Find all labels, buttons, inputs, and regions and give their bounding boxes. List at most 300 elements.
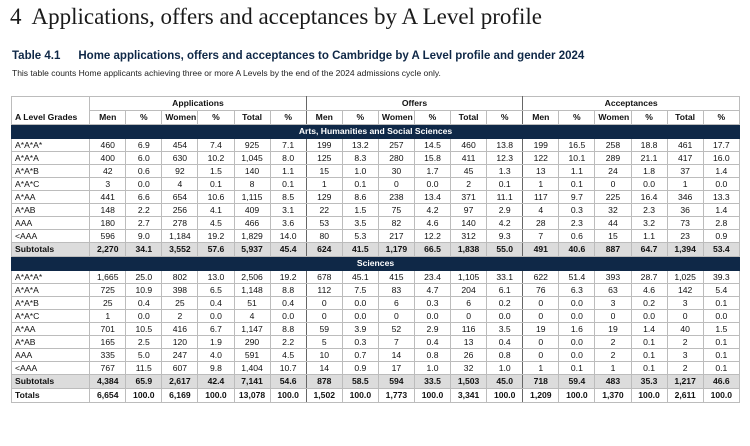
value-cell: 199 — [306, 139, 342, 152]
value-cell: 0.0 — [703, 310, 739, 323]
value-cell: 417 — [667, 152, 703, 165]
value-cell: 6.3 — [559, 284, 595, 297]
value-cell: 767 — [90, 362, 126, 375]
value-cell: 23.4 — [414, 271, 450, 284]
table-row — [12, 165, 740, 178]
value-cell: 11.5 — [126, 362, 162, 375]
value-cell: 4.5 — [198, 217, 234, 230]
value-cell: 28.7 — [631, 271, 667, 284]
value-cell: 0.1 — [487, 178, 523, 191]
value-cell: 41.5 — [342, 243, 378, 257]
value-cell: 393 — [595, 271, 631, 284]
value-cell: 16.5 — [559, 139, 595, 152]
value-cell: 13.4 — [414, 191, 450, 204]
value-cell: 58.5 — [342, 375, 378, 389]
value-cell: 1,115 — [234, 191, 270, 204]
row-label: A*A*A* — [12, 139, 90, 152]
row-label: A*AB — [12, 204, 90, 217]
value-cell: 5 — [306, 336, 342, 349]
value-cell: 607 — [162, 362, 198, 375]
value-cell: 1.0 — [414, 362, 450, 375]
value-cell: 34.1 — [126, 243, 162, 257]
column-header: Total — [667, 111, 703, 125]
value-cell: 3.5 — [487, 323, 523, 336]
value-cell: 1.1 — [559, 165, 595, 178]
value-cell: 1,503 — [451, 375, 487, 389]
value-cell: 10.6 — [198, 191, 234, 204]
value-cell: 53.4 — [703, 243, 739, 257]
value-cell: 53 — [306, 217, 342, 230]
value-cell: 0 — [378, 178, 414, 191]
value-cell: 0.4 — [198, 297, 234, 310]
row-label: Totals — [12, 389, 90, 403]
value-cell: 10.2 — [198, 152, 234, 165]
value-cell: 701 — [90, 323, 126, 336]
value-cell: 73 — [667, 217, 703, 230]
value-cell: 10.9 — [126, 284, 162, 297]
value-cell: 11.1 — [487, 191, 523, 204]
value-cell: 32 — [451, 362, 487, 375]
value-cell: 1,184 — [162, 230, 198, 243]
column-header: Men — [306, 111, 342, 125]
value-cell: 45.4 — [270, 243, 306, 257]
table-row — [12, 349, 740, 362]
row-label: AAA — [12, 217, 90, 230]
table-row — [12, 323, 740, 336]
value-cell: 40 — [667, 323, 703, 336]
value-cell: 0.8 — [414, 349, 450, 362]
value-cell: 4,384 — [90, 375, 126, 389]
value-cell: 0.1 — [703, 336, 739, 349]
value-cell: 22 — [306, 204, 342, 217]
value-cell: 0.0 — [703, 178, 739, 191]
column-header: Total — [451, 111, 487, 125]
value-cell: 6.6 — [126, 191, 162, 204]
value-cell: 17.7 — [703, 139, 739, 152]
value-cell: 887 — [595, 243, 631, 257]
value-cell: 8.0 — [270, 152, 306, 165]
value-cell: 0.9 — [703, 230, 739, 243]
value-cell: 1.1 — [631, 230, 667, 243]
value-cell: 17 — [378, 362, 414, 375]
value-cell: 2.7 — [126, 217, 162, 230]
value-cell: 2.5 — [126, 336, 162, 349]
column-header: % — [270, 111, 306, 125]
value-cell: 0 — [378, 310, 414, 323]
value-cell: 26 — [451, 349, 487, 362]
value-cell: 4.6 — [414, 217, 450, 230]
value-cell: 2,611 — [667, 389, 703, 403]
section-header-row — [12, 125, 740, 139]
value-cell: 1,217 — [667, 375, 703, 389]
value-cell: 878 — [306, 375, 342, 389]
value-cell: 1.5 — [342, 204, 378, 217]
value-cell: 4.0 — [198, 349, 234, 362]
value-cell: 4.7 — [414, 284, 450, 297]
value-cell: 0 — [306, 310, 342, 323]
totals-row — [12, 389, 740, 403]
value-cell: 4 — [234, 310, 270, 323]
value-cell: 3.5 — [342, 217, 378, 230]
value-cell: 591 — [234, 349, 270, 362]
value-cell: 491 — [523, 243, 559, 257]
group-header: Offers — [306, 97, 523, 111]
row-label: Subtotals — [12, 375, 90, 389]
value-cell: 594 — [378, 375, 414, 389]
value-cell: 19.2 — [270, 271, 306, 284]
value-cell: 122 — [523, 152, 559, 165]
row-label: A*A*A — [12, 284, 90, 297]
value-cell: 33.1 — [487, 271, 523, 284]
value-cell: 0.1 — [198, 178, 234, 191]
value-cell: 6.7 — [198, 323, 234, 336]
value-cell: 148 — [90, 204, 126, 217]
value-cell: 100.0 — [487, 389, 523, 403]
value-cell: 14.5 — [414, 139, 450, 152]
value-cell: 1.3 — [487, 165, 523, 178]
value-cell: 7 — [378, 336, 414, 349]
value-cell: 3,552 — [162, 243, 198, 257]
value-cell: 5.0 — [126, 349, 162, 362]
value-cell: 15 — [595, 230, 631, 243]
value-cell: 1 — [523, 178, 559, 191]
value-cell: 0.0 — [559, 297, 595, 310]
value-cell: 1 — [595, 362, 631, 375]
value-cell: 24 — [595, 165, 631, 178]
value-cell: 802 — [162, 271, 198, 284]
row-label: A*A*C — [12, 178, 90, 191]
value-cell: 725 — [90, 284, 126, 297]
value-cell: 10.5 — [126, 323, 162, 336]
value-cell: 0 — [523, 297, 559, 310]
value-cell: 280 — [378, 152, 414, 165]
value-cell: 460 — [90, 139, 126, 152]
value-cell: 1.7 — [414, 165, 450, 178]
value-cell: 51.4 — [559, 271, 595, 284]
value-cell: 129 — [306, 191, 342, 204]
value-cell: 3 — [667, 297, 703, 310]
value-cell: 4.5 — [270, 349, 306, 362]
subtotal-row — [12, 243, 740, 257]
column-header: % — [487, 111, 523, 125]
row-label: A*A*B — [12, 165, 90, 178]
value-cell: 3 — [595, 297, 631, 310]
value-cell: 9.0 — [126, 230, 162, 243]
group-header: Acceptances — [523, 97, 740, 111]
value-cell: 1.1 — [270, 165, 306, 178]
value-cell: 0.4 — [126, 297, 162, 310]
value-cell: 66.5 — [414, 243, 450, 257]
value-cell: 4.2 — [414, 204, 450, 217]
value-cell: 1,147 — [234, 323, 270, 336]
value-cell: 718 — [523, 375, 559, 389]
section-heading — [10, 4, 542, 30]
data-table — [11, 96, 740, 403]
value-cell: 8.8 — [270, 284, 306, 297]
value-cell: 0.0 — [487, 310, 523, 323]
value-cell: 346 — [667, 191, 703, 204]
value-cell: 9.3 — [487, 230, 523, 243]
value-cell: 7.4 — [198, 139, 234, 152]
value-cell: 483 — [595, 375, 631, 389]
value-cell: 460 — [451, 139, 487, 152]
value-cell: 0 — [595, 310, 631, 323]
table-label: Table 4.1 — [12, 50, 61, 62]
row-label: A*AA — [12, 191, 90, 204]
row-label: A*AA — [12, 323, 90, 336]
value-cell: 32 — [595, 204, 631, 217]
value-cell: 15.8 — [414, 152, 450, 165]
value-cell: 8.8 — [270, 323, 306, 336]
value-cell: 0 — [523, 310, 559, 323]
value-cell: 63 — [595, 284, 631, 297]
value-cell: 0.1 — [559, 362, 595, 375]
value-cell: 57.6 — [198, 243, 234, 257]
value-cell: 335 — [90, 349, 126, 362]
value-cell: 9.8 — [198, 362, 234, 375]
value-cell: 125 — [306, 152, 342, 165]
value-cell: 30 — [378, 165, 414, 178]
value-cell: 39.3 — [703, 271, 739, 284]
value-cell: 100.0 — [631, 389, 667, 403]
value-cell: 25 — [90, 297, 126, 310]
value-cell: 257 — [378, 139, 414, 152]
value-cell: 1.8 — [631, 165, 667, 178]
value-cell: 117 — [523, 191, 559, 204]
value-cell: 10.1 — [559, 152, 595, 165]
value-cell: 0.0 — [270, 310, 306, 323]
value-cell: 15 — [306, 165, 342, 178]
value-cell: 12.2 — [414, 230, 450, 243]
value-cell: 10 — [306, 349, 342, 362]
value-cell: 45 — [451, 165, 487, 178]
value-cell: 0.4 — [487, 336, 523, 349]
value-cell: 51 — [234, 297, 270, 310]
value-cell: 13,078 — [234, 389, 270, 403]
value-cell: 1 — [523, 362, 559, 375]
value-cell: 0 — [595, 178, 631, 191]
corner-cell — [12, 97, 90, 111]
value-cell: 415 — [378, 271, 414, 284]
value-cell: 204 — [451, 284, 487, 297]
value-cell: 13 — [451, 336, 487, 349]
value-cell: 371 — [451, 191, 487, 204]
value-cell: 0 — [667, 310, 703, 323]
table-row — [12, 336, 740, 349]
value-cell: 409 — [234, 204, 270, 217]
value-cell: 6,654 — [90, 389, 126, 403]
value-cell: 596 — [90, 230, 126, 243]
value-cell: 466 — [234, 217, 270, 230]
value-cell: 45.1 — [342, 271, 378, 284]
value-cell: 100.0 — [703, 389, 739, 403]
value-cell: 2 — [667, 362, 703, 375]
column-header: % — [126, 111, 162, 125]
column-header: % — [703, 111, 739, 125]
table-row — [12, 297, 740, 310]
value-cell: 180 — [90, 217, 126, 230]
value-cell: 21.1 — [631, 152, 667, 165]
value-cell: 312 — [451, 230, 487, 243]
value-cell: 2.8 — [703, 217, 739, 230]
value-cell: 461 — [667, 139, 703, 152]
value-cell: 624 — [306, 243, 342, 257]
value-cell: 0.0 — [559, 336, 595, 349]
value-cell: 52 — [378, 323, 414, 336]
table-row — [12, 310, 740, 323]
group-header-row — [12, 97, 740, 111]
value-cell: 120 — [162, 336, 198, 349]
value-cell: 42.4 — [198, 375, 234, 389]
value-cell: 0.6 — [559, 230, 595, 243]
row-label: A*A*A* — [12, 271, 90, 284]
value-cell: 54.6 — [270, 375, 306, 389]
value-cell: 80 — [306, 230, 342, 243]
value-cell: 13.0 — [198, 271, 234, 284]
value-cell: 2.9 — [414, 323, 450, 336]
table-caption — [12, 50, 584, 62]
value-cell: 247 — [162, 349, 198, 362]
value-cell: 0.8 — [487, 349, 523, 362]
value-cell: 2 — [667, 336, 703, 349]
value-cell: 3.9 — [342, 323, 378, 336]
value-cell: 18.8 — [631, 139, 667, 152]
value-cell: 112 — [306, 284, 342, 297]
value-cell: 6.9 — [126, 139, 162, 152]
column-header: Women — [162, 111, 198, 125]
value-cell: 2,506 — [234, 271, 270, 284]
value-cell: 6 — [451, 297, 487, 310]
value-cell: 0.0 — [342, 310, 378, 323]
value-cell: 1,773 — [378, 389, 414, 403]
value-cell: 1,045 — [234, 152, 270, 165]
value-cell: 1,838 — [451, 243, 487, 257]
section-title: Sciences — [12, 257, 740, 271]
table-row — [12, 178, 740, 191]
value-cell: 165 — [90, 336, 126, 349]
value-cell: 0.1 — [703, 349, 739, 362]
value-cell: 1.5 — [198, 165, 234, 178]
value-cell: 14 — [378, 349, 414, 362]
value-cell: 2.2 — [126, 204, 162, 217]
row-label: A*A*A — [12, 152, 90, 165]
value-cell: 0 — [306, 297, 342, 310]
value-cell: 45.0 — [487, 375, 523, 389]
value-cell: 40.6 — [559, 243, 595, 257]
value-cell: 1.9 — [198, 336, 234, 349]
row-label: A*A*C — [12, 310, 90, 323]
value-cell: 289 — [595, 152, 631, 165]
value-cell: 290 — [234, 336, 270, 349]
value-cell: 46.6 — [703, 375, 739, 389]
value-cell: 0.1 — [342, 178, 378, 191]
value-cell: 1 — [306, 178, 342, 191]
value-cell: 1.5 — [703, 323, 739, 336]
value-cell: 59 — [306, 323, 342, 336]
value-cell: 278 — [162, 217, 198, 230]
value-cell: 630 — [162, 152, 198, 165]
value-cell: 2.9 — [487, 204, 523, 217]
value-cell: 75 — [378, 204, 414, 217]
value-cell: 0.0 — [559, 310, 595, 323]
value-cell: 2 — [162, 310, 198, 323]
value-cell: 0.1 — [270, 178, 306, 191]
column-header: Women — [595, 111, 631, 125]
value-cell: 0.1 — [631, 349, 667, 362]
value-cell: 33.5 — [414, 375, 450, 389]
value-cell: 1 — [90, 310, 126, 323]
value-cell: 10.7 — [270, 362, 306, 375]
value-cell: 0.0 — [126, 178, 162, 191]
column-header: Men — [90, 111, 126, 125]
value-cell: 19.2 — [198, 230, 234, 243]
value-cell: 8.5 — [270, 191, 306, 204]
value-cell: 0.0 — [414, 178, 450, 191]
table-row — [12, 230, 740, 243]
value-cell: 3,341 — [451, 389, 487, 403]
value-cell: 2 — [595, 336, 631, 349]
value-cell: 1.0 — [342, 165, 378, 178]
value-cell: 59.4 — [559, 375, 595, 389]
value-cell: 25.0 — [126, 271, 162, 284]
value-cell: 256 — [162, 204, 198, 217]
value-cell: 100.0 — [198, 389, 234, 403]
value-cell: 0.0 — [559, 349, 595, 362]
value-cell: 76 — [523, 284, 559, 297]
value-cell: 2.2 — [270, 336, 306, 349]
value-cell: 1,148 — [234, 284, 270, 297]
value-cell: 225 — [595, 191, 631, 204]
value-cell: 142 — [667, 284, 703, 297]
value-cell: 1.4 — [631, 323, 667, 336]
table-row — [12, 139, 740, 152]
value-cell: 8.6 — [342, 191, 378, 204]
value-cell: 1,404 — [234, 362, 270, 375]
value-cell: 16.4 — [631, 191, 667, 204]
value-cell: 6,169 — [162, 389, 198, 403]
value-cell: 454 — [162, 139, 198, 152]
table-body — [12, 97, 740, 403]
row-label: <AAA — [12, 230, 90, 243]
value-cell: 217 — [378, 230, 414, 243]
table-row — [12, 152, 740, 165]
value-cell: 0.0 — [631, 178, 667, 191]
value-cell: 100.0 — [342, 389, 378, 403]
value-cell: 199 — [523, 139, 559, 152]
value-cell: 5,937 — [234, 243, 270, 257]
value-cell: 116 — [451, 323, 487, 336]
value-cell: 398 — [162, 284, 198, 297]
value-cell: 13.3 — [703, 191, 739, 204]
value-cell: 83 — [378, 284, 414, 297]
value-cell: 1.4 — [703, 204, 739, 217]
value-cell: 13 — [523, 165, 559, 178]
value-cell: 0.2 — [631, 297, 667, 310]
value-cell: 36 — [667, 204, 703, 217]
value-cell: 1 — [667, 178, 703, 191]
value-cell: 238 — [378, 191, 414, 204]
value-cell: 0.0 — [631, 310, 667, 323]
value-cell: 9.7 — [559, 191, 595, 204]
value-cell: 678 — [306, 271, 342, 284]
value-cell: 65.9 — [126, 375, 162, 389]
row-label: AAA — [12, 349, 90, 362]
value-cell: 0 — [523, 349, 559, 362]
value-cell: 0.0 — [342, 297, 378, 310]
value-cell: 35.3 — [631, 375, 667, 389]
value-cell: 3.2 — [631, 217, 667, 230]
value-cell: 64.7 — [631, 243, 667, 257]
